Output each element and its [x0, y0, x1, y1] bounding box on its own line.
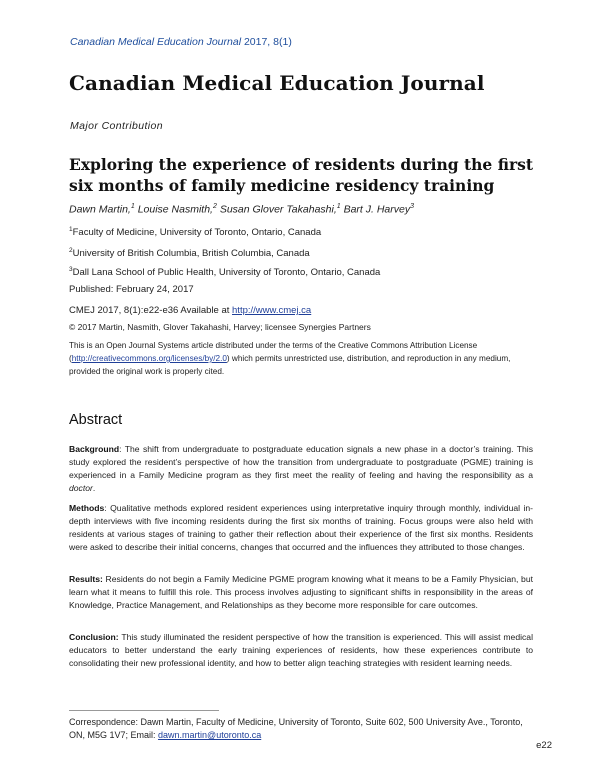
methods-text: : Qualitative methods explored resident experiences using interpretative inquiry through monthly, individual in-depth interviews with five incoming residents during the first six months of training. Focus groups were also held with residents at various stages of training to gather their reflection about their experience of the first six months. Residents were asked to describe their initial concerns, changes that occurred and the influences they attributed to those changes. [69, 503, 533, 552]
author-name: Susan Glover Takahashi, [219, 203, 337, 216]
author-affiliation-marker: 1 [130, 203, 135, 210]
running-head-volume: 2017, 8(1) [243, 36, 292, 48]
article-title: Exploring the experience of residents during the first six months of family medicine residency training [69, 155, 534, 195]
published-date: Published: February 24, 2017 [69, 284, 194, 295]
affiliation-number: 2 [69, 247, 73, 254]
author-name: Louise Nasmith, [137, 203, 213, 216]
background-emphasis: doctor [69, 483, 93, 493]
footnote-divider [69, 710, 219, 711]
copyright-line: © 2017 Martin, Nasmith, Glover Takahashi, Harvey; licensee Synergies Partners [69, 322, 371, 332]
license-text: This is an Open Journal Systems article distributed under the terms of the Creative Commons Attribution License ( [69, 341, 478, 363]
results-label: Results: [69, 574, 103, 584]
conclusion-label: Conclusion: [69, 632, 119, 642]
journal-website-link[interactable]: http://www.cmej.ca [232, 305, 312, 316]
license-statement [69, 339, 537, 378]
affiliation [69, 247, 310, 259]
license-text-end: ) which permits unrestricted use, distribution, and reproduction in any medium, provided the original work is properly cited. [69, 354, 511, 376]
journal-title: Canadian Medical Education Journal [69, 71, 485, 95]
section-label: Major Contribution [70, 120, 163, 132]
affiliation-number: 1 [69, 226, 73, 233]
citation [69, 305, 311, 316]
affiliation [69, 226, 321, 238]
abstract-results [69, 573, 533, 612]
page-number: e22 [536, 740, 552, 751]
abstract-methods [69, 502, 533, 554]
correspondence [69, 716, 539, 742]
affiliation-number: 3 [69, 266, 73, 273]
affiliation [69, 266, 380, 278]
abstract-heading: Abstract [69, 412, 123, 428]
background-text-end: . [92, 483, 96, 493]
citation-text: CMEJ 2017, 8(1):e22-e36 Available at [69, 305, 233, 316]
running-head-journal: Canadian Medical Education Journal [70, 36, 242, 48]
abstract-background [69, 443, 533, 495]
affiliation-text: Dall Lana School of Public Health, University of Toronto, Ontario, Canada [72, 267, 381, 279]
methods-label: Methods [69, 503, 105, 513]
author-affiliation-marker: 3 [410, 203, 415, 210]
correspondence-text: Correspondence: Dawn Martin, Faculty of Medicine, University of Toronto, Suite 602, 500 University Ave., Toronto, ON, M5G 1V7; Email: [69, 717, 523, 740]
background-label: Background [69, 444, 120, 454]
author-name: Bart J. Harvey [343, 203, 411, 216]
author-name: Dawn Martin, [69, 203, 131, 216]
author-list [69, 203, 414, 216]
license-link[interactable]: http://creativecommons.org/licenses/by/2.0 [71, 354, 227, 363]
affiliation-text: University of British Columbia, British Columbia, Canada [72, 248, 310, 260]
affiliation-text: Faculty of Medicine, University of Toronto, Ontario, Canada [72, 227, 322, 239]
correspondence-email-link[interactable]: dawn.martin@utoronto.ca [158, 730, 262, 740]
conclusion-text: This study illuminated the resident perspective of how the transition is experienced. This will assist medical educators to better understand the early training experiences of residents, how these experiences contribute to consolidating their new professional identity, and how to better align teaching strategies with resident learning needs. [69, 632, 533, 668]
background-text: : The shift from undergraduate to postgraduate education signals a new phase in a doctor’s training. This study explored the resident’s perspective of how the transition from undergraduate to postgraduate (PGME) training is experienced in a Family Medicine program as they first meet the reality of feeling and having the responsibility as a [69, 444, 533, 480]
running-head [70, 36, 292, 48]
author-affiliation-marker: 2 [212, 203, 217, 210]
author-affiliation-marker: 1 [336, 203, 341, 210]
results-text: Residents do not begin a Family Medicine PGME program knowing what it means to be a Family Physician, but learn what it means to fulfill this role. This process involves adjusting to significant shifts in responsibility in the areas of Knowledge, Practice Management, and Relationships as they become more responsible for care outcomes. [69, 574, 533, 610]
abstract-conclusion [69, 631, 533, 670]
